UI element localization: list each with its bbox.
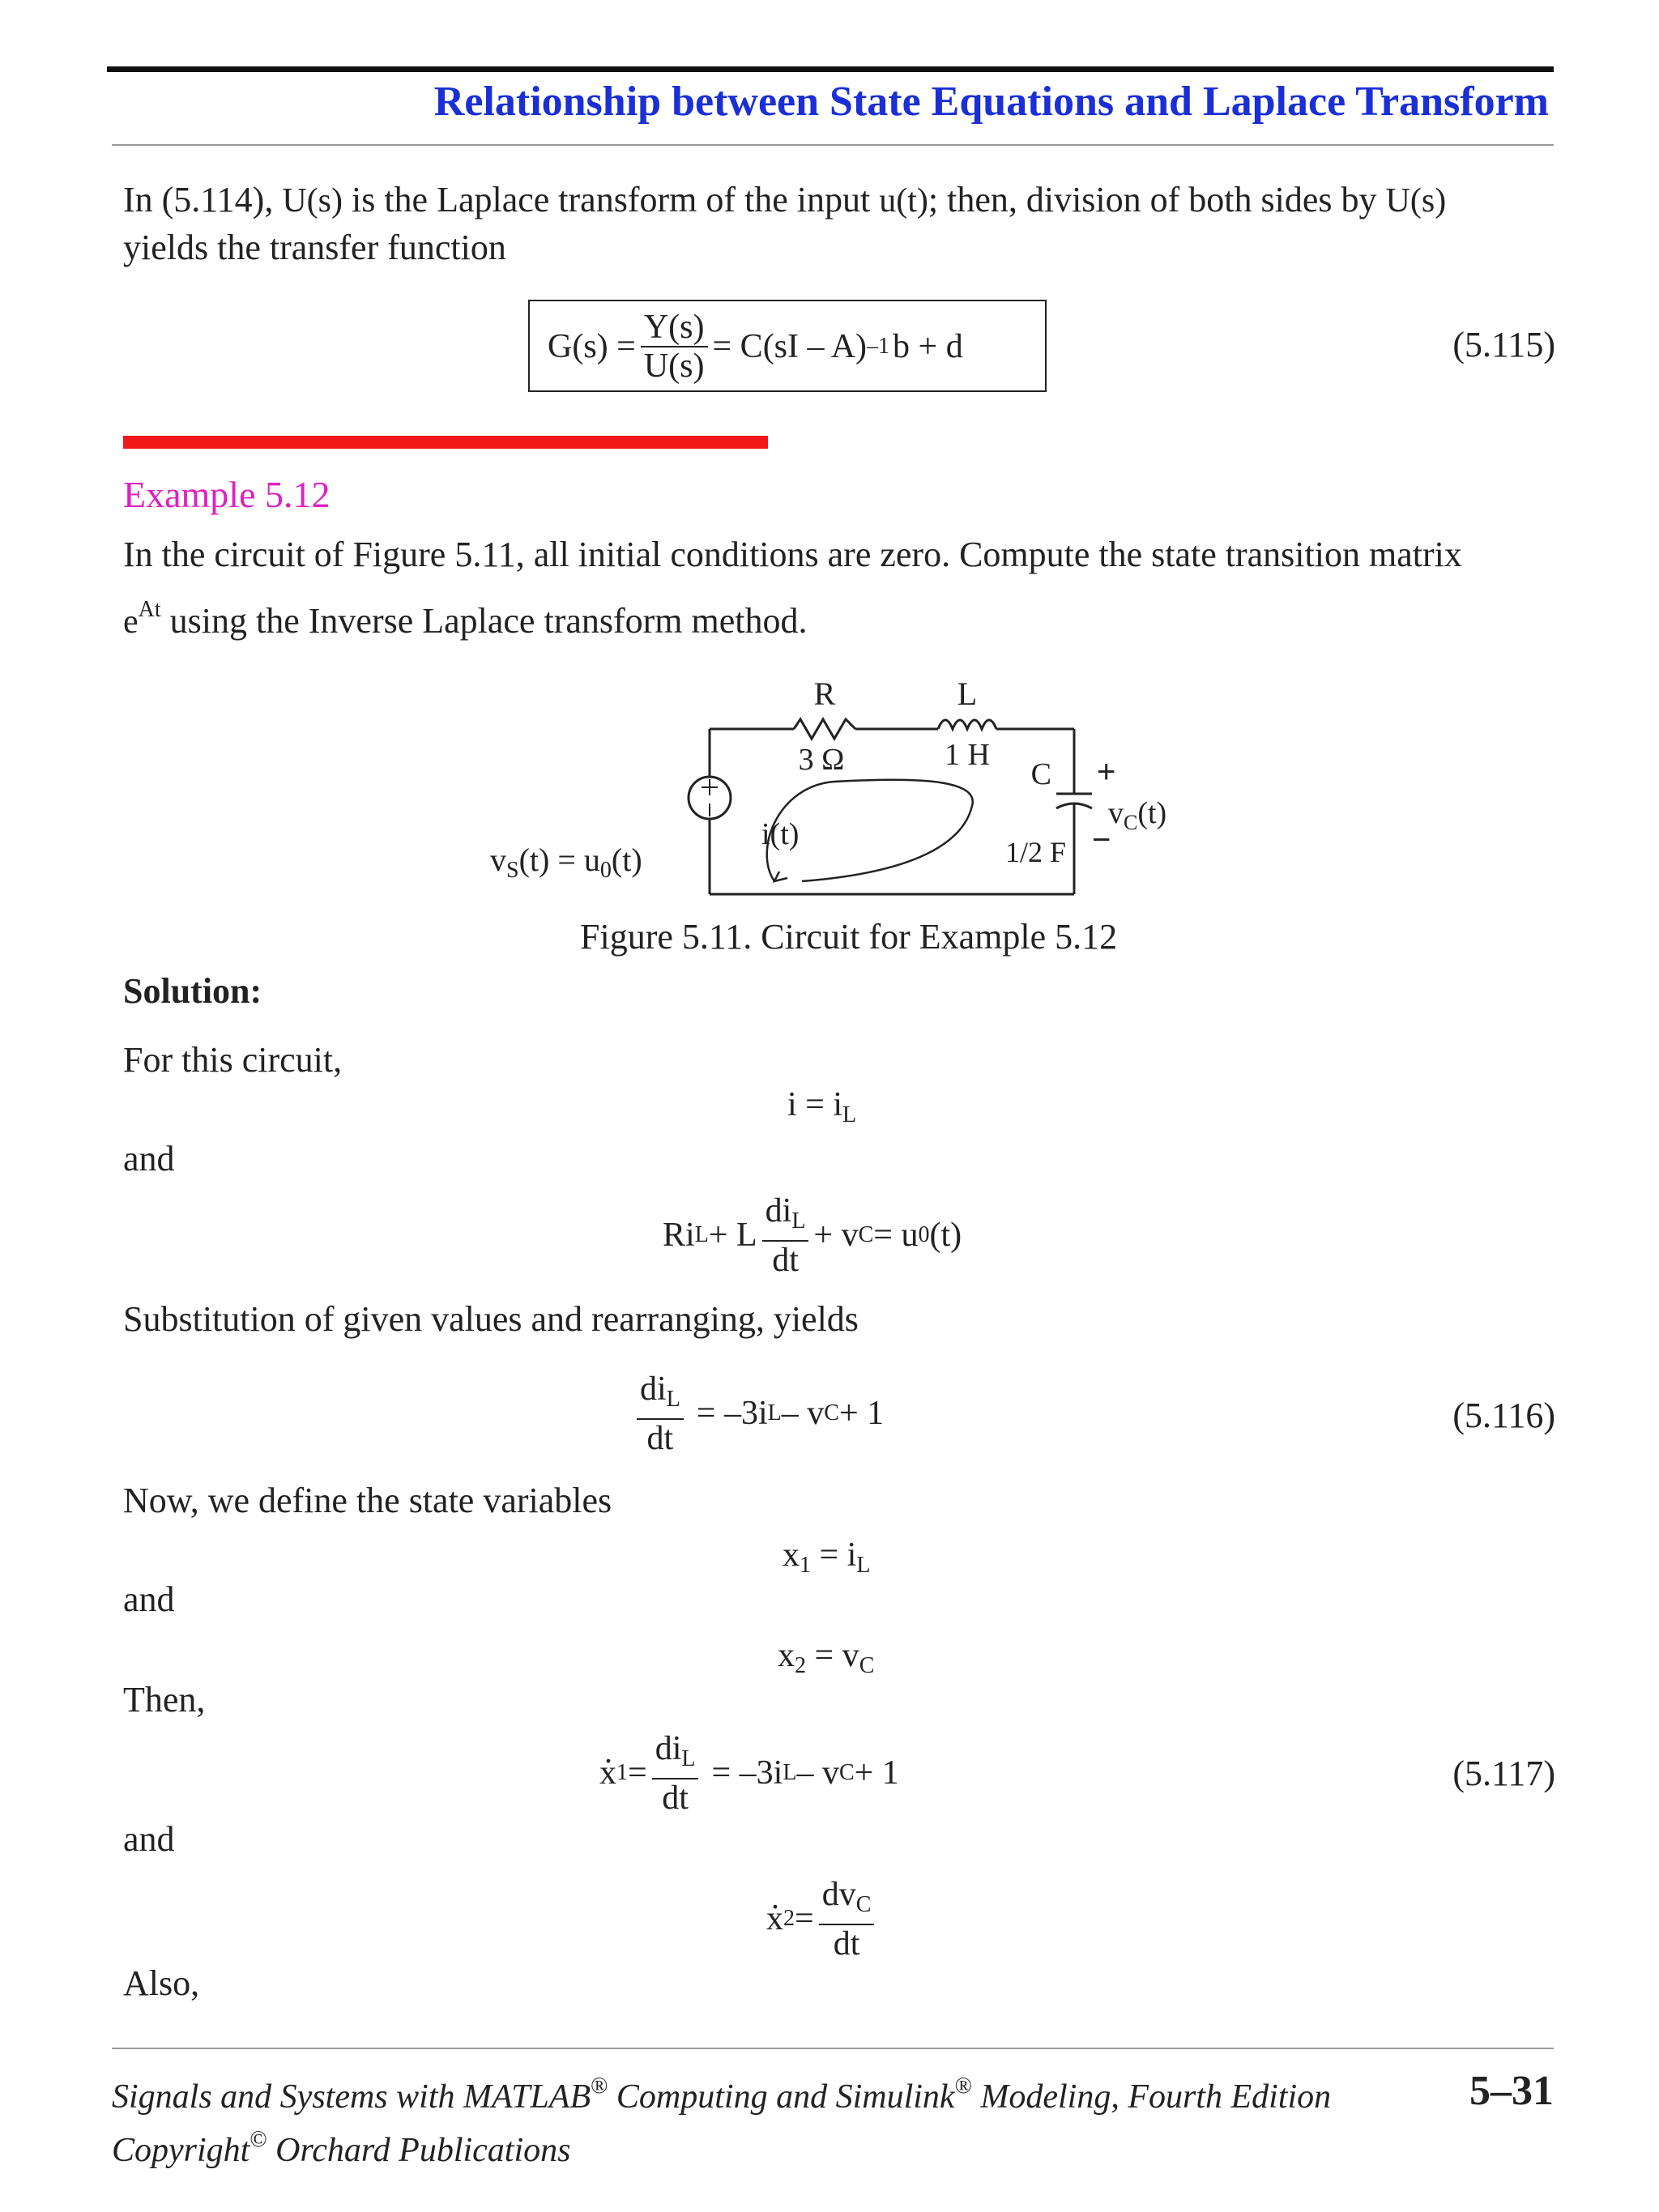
fraction: $\frac{di_L}{dt}$ bbox=[637, 1370, 684, 1457]
also-text: Also, bbox=[123, 1963, 200, 2003]
capacitor-label: C bbox=[1030, 757, 1051, 791]
fraction: $\frac{Y(s)}{U(s)}$ bbox=[641, 309, 708, 385]
now-define-text: Now, we define the state variables bbox=[123, 1481, 612, 1520]
solution-heading: Solution: bbox=[123, 971, 262, 1011]
intro-paragraph: In (5.114), U(s) is the Laplace transform of the input u(t); then, division of both sides by U(s) yields the transfer function bbox=[123, 180, 1447, 267]
resistor-value: 3 Ω bbox=[798, 743, 845, 777]
footer-copyright: Copyright© Orchard Publications bbox=[112, 2127, 571, 2169]
capacitor-value: 1/2 F bbox=[1004, 836, 1066, 868]
footer-book-title: Signals and Systems with MATLAB® Computing and Simulink® Modeling, Fourth Edition bbox=[112, 2073, 1332, 2116]
resistor-label: R bbox=[813, 676, 836, 712]
figure-caption: Figure 5.11. Circuit for Example 5.12 bbox=[580, 917, 1118, 957]
equation-number-5-116: (5.116) bbox=[1452, 1396, 1555, 1435]
equation-5-115: G(s) = $\frac{Y(s)}{U(s)}$ = C(sI – A) –1 b + d bbox=[548, 309, 963, 385]
equation-number-5-115: (5.115) bbox=[1452, 325, 1555, 364]
fraction: $\frac{di_L}{dt}$ bbox=[762, 1192, 809, 1279]
source-label: $v_S(t) = u_0(t)$ bbox=[490, 842, 642, 883]
page-title: Relationship between State Equations and Laplace Transform bbox=[433, 79, 1549, 125]
for-this-circuit-text: For this circuit, bbox=[123, 1040, 343, 1080]
vc-minus: − bbox=[1092, 822, 1111, 858]
equation-number-5-117: (5.117) bbox=[1452, 1754, 1555, 1793]
example-text: In the circuit of Figure 5.11, all initial conditions are zero. Compute the state transition matrix $e^{At}$ using the Inverse Laplace transform method. bbox=[123, 535, 1462, 641]
inductor-label: L bbox=[957, 676, 978, 712]
substitution-text: Substitution of given values and rearranging, yields bbox=[123, 1299, 859, 1339]
and-text-2: and bbox=[123, 1579, 175, 1619]
inductor-value: 1 H bbox=[945, 738, 990, 772]
vc-plus: + bbox=[1097, 754, 1116, 790]
equation-x2-dot: . x 2 = $\frac{dv_C}{dt}$ bbox=[766, 1874, 879, 1963]
current-label: i(t) bbox=[761, 817, 800, 851]
equation-i-equals-il: $i = i_L$ bbox=[787, 1086, 857, 1127]
current-arrow-head bbox=[774, 872, 787, 881]
equation-5-116: $\frac{di_L}{dt}$ = –3i L – v C + 1 bbox=[632, 1369, 884, 1458]
vc-label: $v_C(t)$ bbox=[1108, 796, 1167, 834]
header-top-rule bbox=[107, 66, 1554, 72]
red-accent-bar bbox=[123, 436, 768, 449]
and-text-3: and bbox=[123, 1819, 175, 1859]
then-text: Then, bbox=[123, 1680, 206, 1720]
resistor-symbol bbox=[794, 719, 855, 739]
inductor-symbol bbox=[938, 720, 996, 729]
equation-5-117: . x 1 = $\frac{di_L}{dt}$ = –3i L – v C + 1 bbox=[599, 1728, 899, 1818]
page-number: 5–31 bbox=[1469, 2068, 1554, 2114]
fraction: $\frac{dv_C}{dt}$ bbox=[819, 1876, 875, 1963]
header-bottom-rule bbox=[112, 144, 1554, 146]
and-text-1: and bbox=[123, 1139, 175, 1178]
fraction: $\frac{di_L}{dt}$ bbox=[652, 1730, 699, 1817]
example-heading: Example 5.12 bbox=[123, 474, 331, 515]
equation-x1: $x_1 = i_L$ bbox=[783, 1536, 871, 1578]
equation-x2: $x_2 = v_C$ bbox=[778, 1637, 875, 1678]
footer-rule bbox=[112, 2048, 1554, 2049]
equation-kvl: Ri L + L $\frac{di_L}{dt}$ + v C = u 0 (t) bbox=[663, 1191, 962, 1279]
